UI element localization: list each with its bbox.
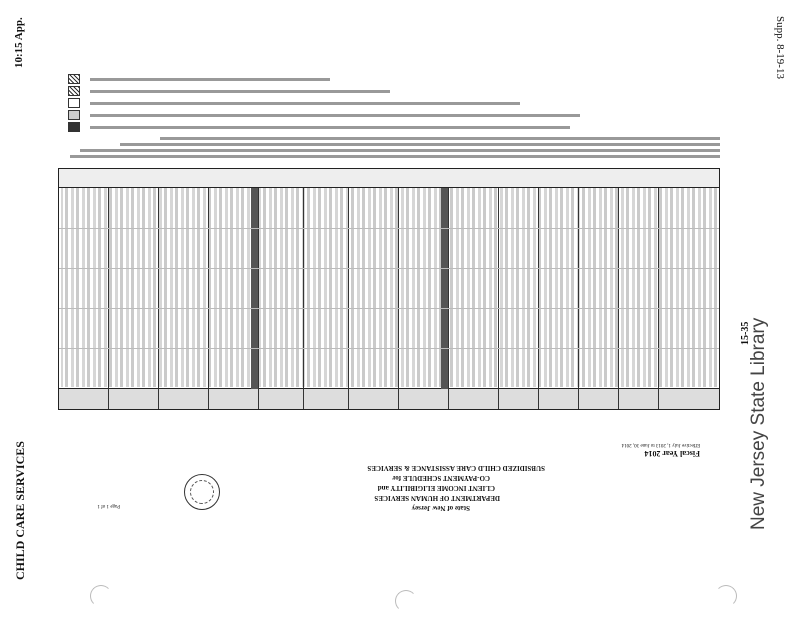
doc-state: State of New Jersey: [411, 504, 470, 512]
scan-artifact: [715, 585, 737, 607]
table-footer-row: [59, 169, 719, 188]
doc-title-1: CLIENT INCOME ELIGIBILITY and: [377, 484, 495, 492]
library-watermark: New Jersey State Library: [748, 317, 769, 530]
doc-page-of: Page 1 of 1: [97, 503, 120, 508]
doc-program: SUBSIDIZED CHILD CARE ASSISTANCE & SERVICES: [367, 464, 545, 472]
doc-department: DEPARTMENT OF HUMAN SERVICES: [374, 494, 500, 502]
legend-plain-icon: [68, 98, 80, 108]
chapter-title: CHILD CARE SERVICES: [13, 441, 27, 580]
tab-label: 10:15 App.: [13, 17, 25, 68]
doc-effective-dates: Effective July 1, 2013 to June 30, 2014: [621, 442, 700, 447]
legend-hatch-icon: [68, 86, 80, 96]
legend-hatch-icon: [68, 74, 80, 84]
legend-dark-icon: [68, 122, 80, 132]
eligibility-table: [58, 168, 720, 410]
legend-light-icon: [68, 110, 80, 120]
scan-artifact: [90, 585, 112, 607]
state-seal-icon: [184, 474, 220, 510]
page-number: 15-35: [740, 321, 751, 345]
rotated-schedule-page: [60, 60, 720, 530]
doc-fiscal-year: Fiscal Year 2014: [644, 449, 700, 458]
supplement-date: Supp. 8-19-13: [774, 16, 786, 79]
scan-artifact: [395, 590, 417, 612]
doc-title-2: CO-PAYMENT SCHEDULE for: [392, 474, 490, 482]
